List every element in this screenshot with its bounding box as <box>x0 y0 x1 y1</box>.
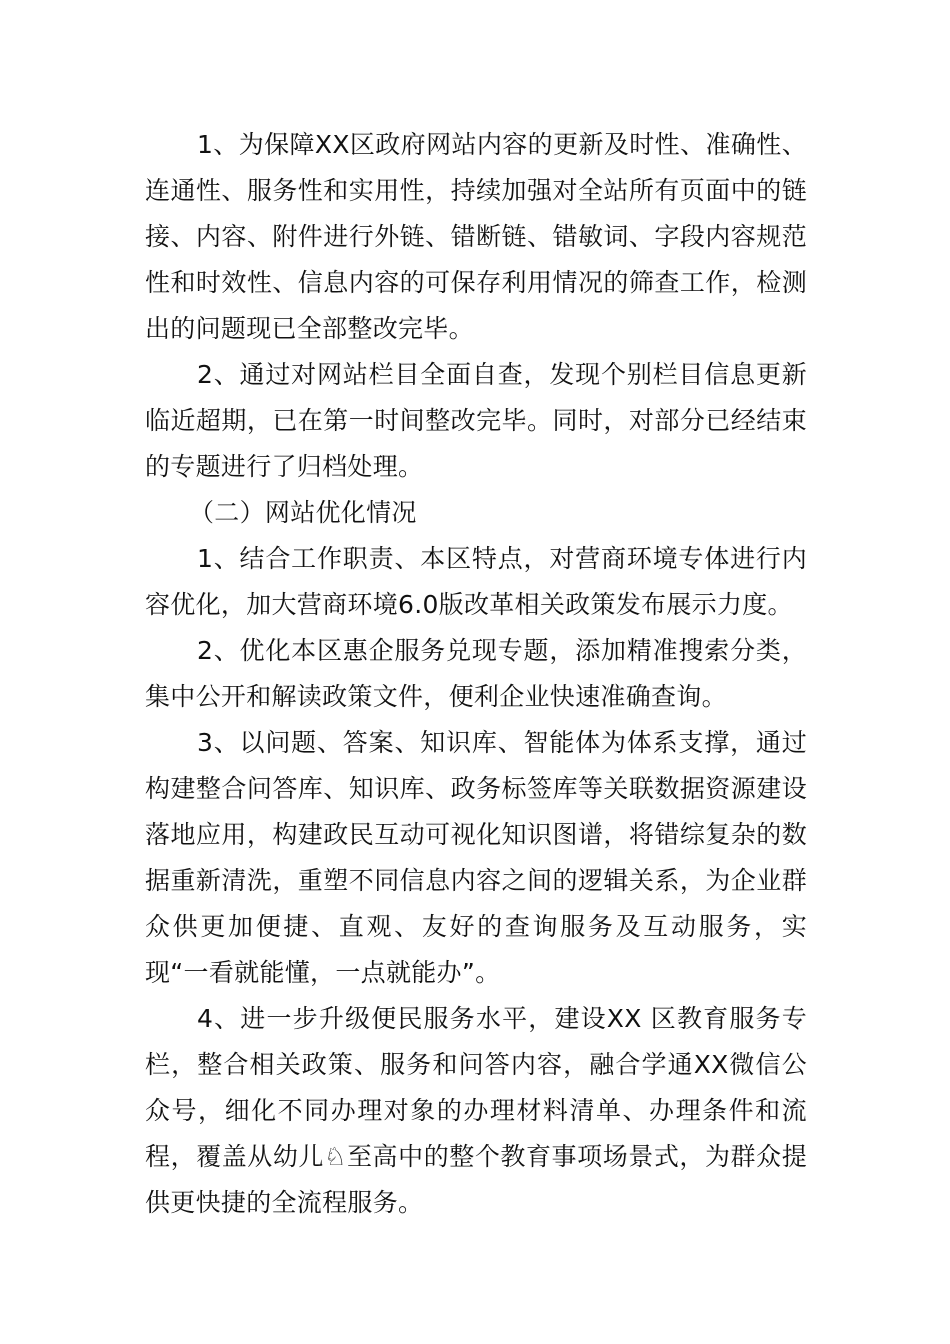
section-heading-website-optimization: （二）网站优化情况 <box>189 498 417 527</box>
paragraph-education-services: 4、进一步升级便民服务水平，建设XX 区教育服务专栏，整合相关政策、服务和问答内容，融合学通XX微信公众号，细化不同办理对象的办理材料清单、办理条件和流程，覆盖从幼儿♘至高中的整个教育事项场景式，为群众提供更快捷的全流程服务。 <box>145 1004 807 1217</box>
paragraph-column-self-check: 2、通过对网站栏目全面自查，发现个别栏目信息更新临近超期，已在第一时间整改完毕。同时，对部分已经结束的专题进行了归档处理。 <box>145 360 807 481</box>
paragraph-knowledge-base: 3、以问题、答案、知识库、智能体为体系支撑，通过构建整合问答库、知识库、政务标签库等关联数据资源建设落地应用，构建政民互动可视化知识图谱，将错综复杂的数据重新清洗，重塑不同信息内容之间的逻辑关系，为企业群众供更加便捷、直观、友好的查询服务及互动服务，实现“一看就能懂，一点就能办”。 <box>145 728 807 987</box>
paragraph-enterprise-services: 2、优化本区惠企服务兑现专题，添加精准搜索分类，集中公开和解读政策文件，便利企业快速准确查询。 <box>145 636 807 711</box>
paragraph-business-environment: 1、结合工作职责、本区特点，对营商环境专体进行内容优化，加大营商环境6.0版改革相关政策发布展示力度。 <box>145 544 807 619</box>
document-body <box>145 122 807 1226</box>
paragraph-website-content-check: 1、为保障XX区政府网站内容的更新及时性、准确性、连通性、服务性和实用性，持续加强对全站所有页面中的链接、内容、附件进行外链、错断链、错敏词、字段内容规范性和时效性、信息内容的可保存利用情况的筛查工作，检测出的问题现已全部整改完毕。 <box>145 130 807 343</box>
